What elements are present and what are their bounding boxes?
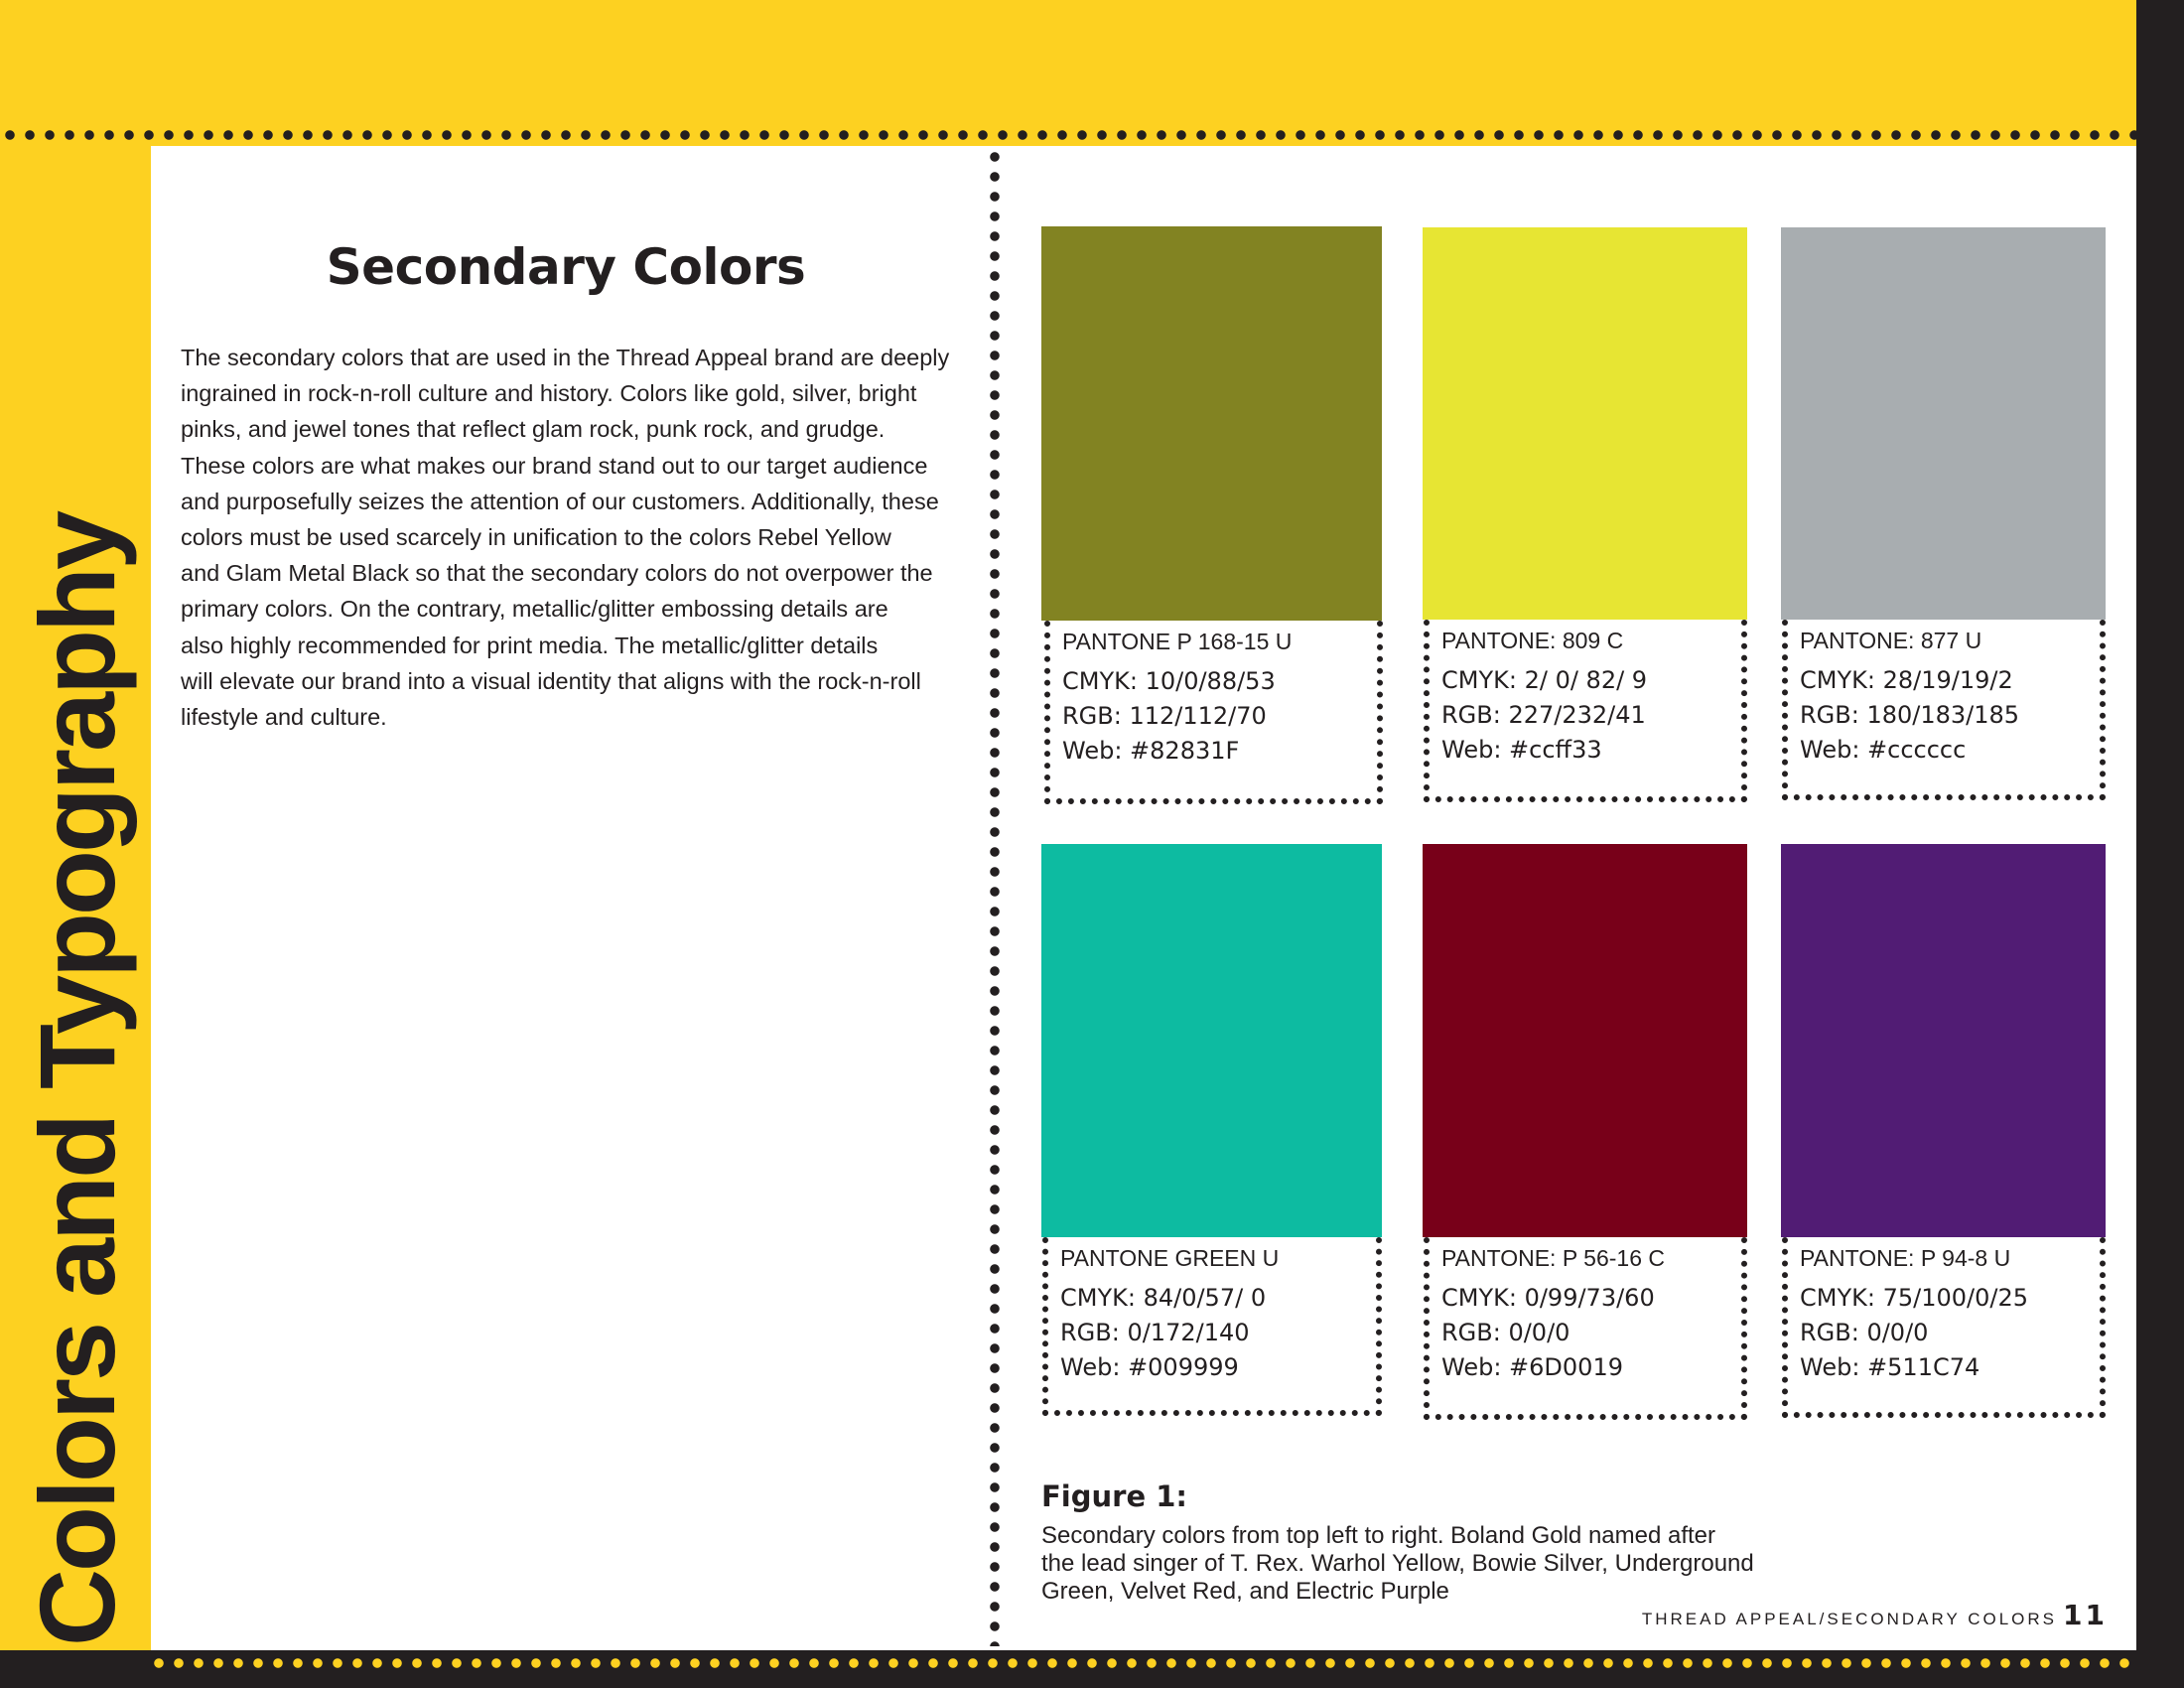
pantone-code: PANTONE GREEN U	[1060, 1245, 1280, 1271]
rgb-value: RGB: 0/172/140	[1060, 1319, 1250, 1346]
cmyk-value: CMYK: 75/100/0/25	[1800, 1284, 2028, 1312]
body-line: and Glam Metal Black so that the secondary colors do not overpower the	[181, 560, 933, 587]
body-line: ingrained in rock-n-roll culture and history. Colors like gold, silver, bright	[181, 380, 917, 407]
web-value: Web: #ccff33	[1441, 736, 1602, 764]
web-value: Web: #6D0019	[1441, 1353, 1623, 1381]
body-line: lifestyle and culture.	[181, 704, 387, 731]
bottom-black-band	[0, 1650, 2184, 1688]
web-value: Web: #511C74	[1800, 1353, 1980, 1381]
rgb-value: RGB: 227/232/41	[1441, 701, 1646, 729]
swatch-info-purple	[1782, 1237, 2106, 1418]
swatch-info-silver	[1782, 620, 2106, 800]
pantone-code: PANTONE: P 94-8 U	[1800, 1245, 2011, 1271]
top-yellow-band	[0, 0, 2136, 146]
rgb-value: RGB: 0/0/0	[1800, 1319, 1929, 1346]
body-line: and purposefully seizes the attention of our customers. Additionally, these	[181, 488, 939, 514]
pantone-code: PANTONE P 168-15 U	[1062, 629, 1293, 654]
swatch-silver	[1781, 227, 2106, 620]
rgb-value: RGB: 0/0/0	[1441, 1319, 1570, 1346]
pantone-code: PANTONE: 877 U	[1800, 628, 1982, 653]
body-line: pinks, and jewel tones that reflect glam rock, punk rock, and grudge.	[181, 416, 886, 443]
body-line: colors must be used scarcely in unification to the colors Rebel Yellow	[181, 524, 891, 551]
swatch-green	[1041, 844, 1382, 1237]
swatch-yellow	[1423, 227, 1747, 620]
web-value: Web: #82831F	[1062, 737, 1240, 765]
body-line: The secondary colors that are used in the Thread Appeal brand are deeply	[181, 345, 950, 370]
body-paragraph	[181, 340, 955, 735]
body-line: will elevate our brand into a visual identity that aligns with the rock-n-roll	[181, 667, 921, 694]
center-dotted-divider	[989, 147, 1001, 1646]
swatch-info-gold	[1044, 621, 1383, 804]
cmyk-value: CMYK: 10/0/88/53	[1062, 667, 1276, 695]
footer-running-title: THREAD APPEAL/SECONDARY COLORS	[1641, 1610, 2057, 1628]
pantone-code: PANTONE: P 56-16 C	[1441, 1245, 1665, 1271]
figure-caption	[1041, 1522, 1855, 1606]
swatch-info-red	[1424, 1237, 1747, 1420]
cmyk-value: CMYK: 84/0/57/ 0	[1060, 1284, 1267, 1312]
figure-label: Figure 1:	[1041, 1479, 1187, 1513]
rgb-value: RGB: 112/112/70	[1062, 702, 1267, 730]
cmyk-value: CMYK: 28/19/19/2	[1800, 666, 2013, 694]
swatch-purple	[1781, 844, 2106, 1237]
swatch-red	[1423, 844, 1747, 1237]
cmyk-value: CMYK: 2/ 0/ 82/ 9	[1441, 666, 1648, 694]
top-dotted-border	[0, 129, 2136, 141]
body-line: These colors are what makes our brand stand out to our target audience	[181, 452, 928, 479]
web-value: Web: #cccccc	[1800, 736, 1967, 764]
swatch-info-yellow	[1424, 620, 1747, 802]
caption-line: Green, Velvet Red, and Electric Purple	[1041, 1578, 1449, 1605]
page-title: Secondary Colors	[326, 238, 806, 296]
caption-line: Secondary colors from top left to right. Boland Gold named after	[1041, 1522, 1716, 1549]
rgb-value: RGB: 180/183/185	[1800, 701, 2020, 729]
body-line: also highly recommended for print media. The metallic/glitter details	[181, 632, 879, 658]
caption-line: the lead singer of T. Rex. Warhol Yellow, Bowie Silver, Underground	[1041, 1550, 1754, 1577]
section-title-vertical: Colors and Typography	[17, 512, 137, 1646]
swatch-info-green	[1042, 1237, 1382, 1416]
right-black-bar	[2136, 0, 2184, 1688]
cmyk-value: CMYK: 0/99/73/60	[1441, 1284, 1655, 1312]
pantone-code: PANTONE: 809 C	[1441, 628, 1624, 653]
page-number: 11	[2063, 1599, 2108, 1631]
body-line: primary colors. On the contrary, metallic/glitter embossing details are	[181, 596, 888, 623]
web-value: Web: #009999	[1060, 1353, 1239, 1381]
swatch-gold	[1041, 226, 1382, 621]
bottom-dotted-border	[149, 1657, 2136, 1669]
